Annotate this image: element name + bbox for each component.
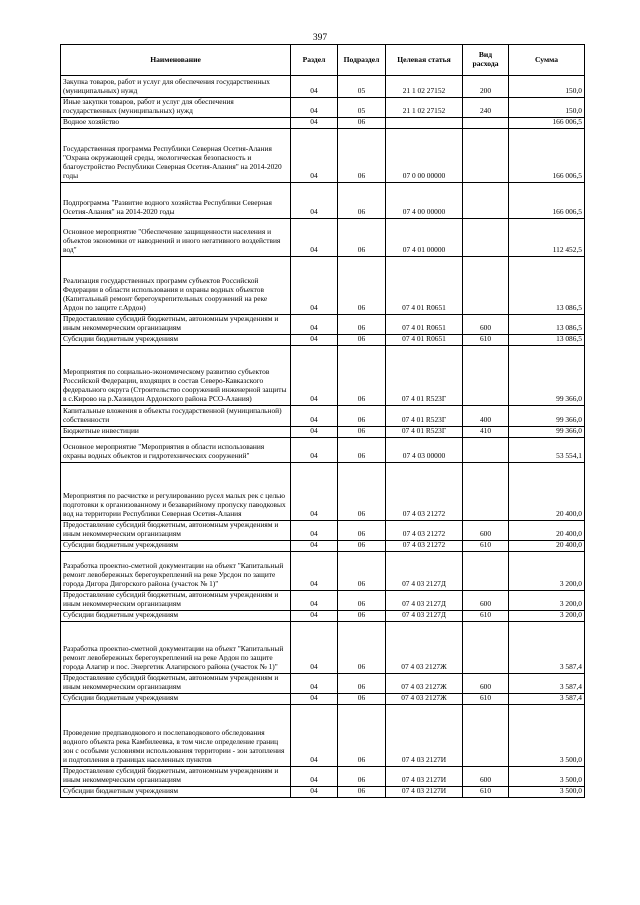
table-row <box>61 610 585 621</box>
row-expense-type: 200 <box>463 76 509 98</box>
row-section: 04 <box>291 426 338 437</box>
row-subsection: 05 <box>338 76 386 98</box>
row-target: 07 4 01 R0651 <box>386 256 463 314</box>
row-sum: 112 452,5 <box>509 218 585 256</box>
table-row <box>61 621 585 673</box>
row-name: Субсидии бюджетным учреждениям <box>61 693 291 704</box>
row-target: 21 1 02 27152 <box>386 98 463 118</box>
row-subsection: 06 <box>338 128 386 182</box>
row-expense-type: 600 <box>463 766 509 786</box>
row-sum: 150,0 <box>509 98 585 118</box>
header-section: Раздел <box>291 45 338 76</box>
row-name: Подпрограмма "Развитие водного хозяйства Республики Северная Осетия-Алания" на 2014-2020 годы <box>61 182 291 218</box>
header-sum: Сумма <box>509 45 585 76</box>
header-subsection: Подраздел <box>338 45 386 76</box>
row-sum: 53 554,1 <box>509 437 585 462</box>
row-sum: 20 400,0 <box>509 462 585 520</box>
row-expense-type <box>463 462 509 520</box>
row-target: 07 4 03 2127И <box>386 704 463 766</box>
row-sum: 3 200,0 <box>509 551 585 590</box>
row-subsection: 06 <box>338 621 386 673</box>
row-name: Бюджетные инвестиции <box>61 426 291 437</box>
header-expense-type: Вид расхода <box>463 45 509 76</box>
row-name: Предоставление субсидий бюджетным, автономным учреждениям и иным некоммерческим организациям <box>61 520 291 540</box>
row-name: Реализация государственных программ субъектов Российской Федерации в области использования и охраны водных объектов (Капитальный ремонт берегоукрепительных сооружений на реке Ардон по защите г.Ардон) <box>61 256 291 314</box>
row-subsection: 06 <box>338 462 386 520</box>
row-target: 07 0 00 00000 <box>386 128 463 182</box>
row-sum: 166 006,5 <box>509 128 585 182</box>
row-target: 07 4 03 2127Ж <box>386 673 463 693</box>
row-section: 04 <box>291 520 338 540</box>
row-name: Проведение предпаводкового и послепаводкового обследования водного объекта река Камбилеевка, в том числе определение границ зон с особыми условиями использования территории - зон затопления и подтопления в границах населенных пунктов <box>61 704 291 766</box>
row-expense-type: 600 <box>463 520 509 540</box>
row-expense-type: 610 <box>463 334 509 345</box>
row-sum: 99 366,0 <box>509 405 585 426</box>
row-expense-type: 410 <box>463 426 509 437</box>
row-sum: 13 086,5 <box>509 334 585 345</box>
row-section: 04 <box>291 117 338 128</box>
row-sum: 3 500,0 <box>509 786 585 797</box>
row-expense-type <box>463 621 509 673</box>
row-subsection: 06 <box>338 218 386 256</box>
row-subsection: 06 <box>338 117 386 128</box>
row-expense-type <box>463 128 509 182</box>
row-subsection: 05 <box>338 98 386 118</box>
row-sum: 99 366,0 <box>509 345 585 405</box>
row-subsection: 06 <box>338 704 386 766</box>
row-subsection: 06 <box>338 590 386 610</box>
row-target: 07 4 03 2127И <box>386 766 463 786</box>
row-name: Капитальные вложения в объекты государственной (муниципальной) собственности <box>61 405 291 426</box>
row-section: 04 <box>291 462 338 520</box>
table-row <box>61 520 585 540</box>
row-target: 07 4 03 21272 <box>386 540 463 551</box>
row-target: 07 4 03 21272 <box>386 462 463 520</box>
row-subsection: 06 <box>338 520 386 540</box>
table-row <box>61 540 585 551</box>
row-expense-type <box>463 704 509 766</box>
row-name: Мероприятия по социально-экономическому развитию субъектов Российской Федерации, входящих в состав Северо-Кавказского федерального округа (Строительство сооружений инженерной защиты в с.Кирово на р.Хазнидон Ардонского района РСО-Алания) <box>61 345 291 405</box>
table-row <box>61 345 585 405</box>
row-sum: 150,0 <box>509 76 585 98</box>
table-row <box>61 98 585 118</box>
table-row <box>61 76 585 98</box>
row-expense-type: 600 <box>463 314 509 334</box>
row-target: 07 4 03 00000 <box>386 437 463 462</box>
row-sum: 20 400,0 <box>509 540 585 551</box>
row-section: 04 <box>291 673 338 693</box>
row-subsection: 06 <box>338 345 386 405</box>
row-subsection: 06 <box>338 551 386 590</box>
row-section: 04 <box>291 540 338 551</box>
row-name: Предоставление субсидий бюджетным, автономным учреждениям и иным некоммерческим организациям <box>61 314 291 334</box>
row-name: Предоставление субсидий бюджетным, автономным учреждениям и иным некоммерческим организациям <box>61 766 291 786</box>
row-expense-type <box>463 345 509 405</box>
row-subsection: 06 <box>338 426 386 437</box>
row-section: 04 <box>291 98 338 118</box>
row-target: 21 1 02 27152 <box>386 76 463 98</box>
row-subsection: 06 <box>338 437 386 462</box>
table-row <box>61 766 585 786</box>
row-section: 04 <box>291 621 338 673</box>
row-expense-type <box>463 437 509 462</box>
row-target: 07 4 03 21272 <box>386 520 463 540</box>
row-section: 04 <box>291 218 338 256</box>
row-expense-type: 610 <box>463 540 509 551</box>
row-subsection: 06 <box>338 540 386 551</box>
row-subsection: 06 <box>338 693 386 704</box>
row-target: 07 4 01 R523Г <box>386 345 463 405</box>
row-target: 07 4 01 R0651 <box>386 314 463 334</box>
table-row <box>61 786 585 797</box>
row-expense-type: 610 <box>463 610 509 621</box>
row-sum: 3 200,0 <box>509 590 585 610</box>
row-target: 07 4 03 2127Д <box>386 590 463 610</box>
table-row <box>61 128 585 182</box>
row-target: 07 4 03 2127Д <box>386 551 463 590</box>
row-name: Мероприятия по расчистке и регулированию русел малых рек с целью подготовки к организованному и безаварийному пропуску паводковых вод на территории Республики Северная Осетия-Алания <box>61 462 291 520</box>
table-row <box>61 551 585 590</box>
row-name: Основное мероприятие "Обеспечение защищенности населения и объектов экономики от наводнений и иного негативного воздействия вод" <box>61 218 291 256</box>
row-target: 07 4 03 2127Ж <box>386 621 463 673</box>
row-section: 04 <box>291 590 338 610</box>
table-row <box>61 218 585 256</box>
row-target: 07 4 01 00000 <box>386 218 463 256</box>
row-name: Субсидии бюджетным учреждениям <box>61 540 291 551</box>
row-name: Субсидии бюджетным учреждениям <box>61 786 291 797</box>
header-name: Наименование <box>61 45 291 76</box>
row-target: 07 4 03 2127Д <box>386 610 463 621</box>
row-expense-type: 400 <box>463 405 509 426</box>
table-row <box>61 437 585 462</box>
row-expense-type: 240 <box>463 98 509 118</box>
row-target: 07 4 03 2127И <box>386 786 463 797</box>
row-section: 04 <box>291 610 338 621</box>
row-name: Государственная программа Республики Северная Осетия-Алания "Охрана окружающей среды, экологическая безопасность и благоустройство Республики Северная Осетия-Алания" на 2014-2020 годы <box>61 128 291 182</box>
row-target: 07 4 03 2127Ж <box>386 693 463 704</box>
row-expense-type <box>463 551 509 590</box>
row-section: 04 <box>291 437 338 462</box>
row-section: 04 <box>291 345 338 405</box>
table-row <box>61 704 585 766</box>
row-sum: 166 006,5 <box>509 182 585 218</box>
row-section: 04 <box>291 693 338 704</box>
row-subsection: 06 <box>338 673 386 693</box>
row-sum: 99 366,0 <box>509 426 585 437</box>
table-header-row <box>61 45 585 76</box>
row-subsection: 06 <box>338 334 386 345</box>
budget-table <box>60 44 585 798</box>
table-row <box>61 182 585 218</box>
row-section: 04 <box>291 128 338 182</box>
row-section: 04 <box>291 182 338 218</box>
table-row <box>61 590 585 610</box>
row-name: Основное мероприятие "Мероприятия в области использования охраны водных объектов и гидротехнических сооружений" <box>61 437 291 462</box>
row-sum: 3 587,4 <box>509 621 585 673</box>
row-section: 04 <box>291 334 338 345</box>
row-target: 07 4 01 R523Г <box>386 405 463 426</box>
row-subsection: 06 <box>338 405 386 426</box>
row-sum: 3 200,0 <box>509 610 585 621</box>
row-expense-type <box>463 182 509 218</box>
row-subsection: 06 <box>338 256 386 314</box>
row-expense-type: 600 <box>463 590 509 610</box>
row-subsection: 06 <box>338 314 386 334</box>
row-target: 07 4 00 00000 <box>386 182 463 218</box>
page-number: 397 <box>312 33 328 43</box>
row-subsection: 06 <box>338 766 386 786</box>
table-row <box>61 405 585 426</box>
row-expense-type: 600 <box>463 673 509 693</box>
row-expense-type: 610 <box>463 786 509 797</box>
table-row <box>61 334 585 345</box>
header-target: Целевая статья <box>386 45 463 76</box>
row-name: Предоставление субсидий бюджетным, автономным учреждениям и иным некоммерческим организациям <box>61 673 291 693</box>
row-section: 04 <box>291 704 338 766</box>
row-name: Разработка проектно-сметной документации на объект "Капитальный ремонт левобережных берегоукреплений на реке Урсдон по защите города Дигора Дигорского района (участок № 1)" <box>61 551 291 590</box>
row-sum: 3 587,4 <box>509 673 585 693</box>
row-sum: 3 500,0 <box>509 704 585 766</box>
table-row <box>61 462 585 520</box>
row-section: 04 <box>291 786 338 797</box>
row-name: Предоставление субсидий бюджетным, автономным учреждениям и иным некоммерческим организациям <box>61 590 291 610</box>
row-section: 04 <box>291 256 338 314</box>
table-row <box>61 314 585 334</box>
table-row <box>61 256 585 314</box>
row-section: 04 <box>291 76 338 98</box>
table-row <box>61 426 585 437</box>
table-row <box>61 693 585 704</box>
row-target: 07 4 01 R523Г <box>386 426 463 437</box>
row-name: Иные закупки товаров, работ и услуг для обеспечения государственных (муниципальных) нужд <box>61 98 291 118</box>
row-name: Закупка товаров, работ и услуг для обеспечения государственных (муниципальных) нужд <box>61 76 291 98</box>
row-subsection: 06 <box>338 610 386 621</box>
table-row <box>61 117 585 128</box>
row-sum: 166 006,5 <box>509 117 585 128</box>
row-name: Субсидии бюджетным учреждениям <box>61 610 291 621</box>
row-name: Разработка проектно-сметной документации на объект "Капитальный ремонт левобережных берегоукреплений на реке Ардон по защите города Алагир и пос. Энергетик Алагирского района (участок № 1)" <box>61 621 291 673</box>
row-sum: 3 500,0 <box>509 766 585 786</box>
row-section: 04 <box>291 551 338 590</box>
row-target <box>386 117 463 128</box>
row-sum: 20 400,0 <box>509 520 585 540</box>
row-expense-type <box>463 218 509 256</box>
row-name: Субсидии бюджетным учреждениям <box>61 334 291 345</box>
row-section: 04 <box>291 766 338 786</box>
row-sum: 3 587,4 <box>509 693 585 704</box>
row-subsection: 06 <box>338 786 386 797</box>
row-section: 04 <box>291 314 338 334</box>
row-expense-type <box>463 117 509 128</box>
row-subsection: 06 <box>338 182 386 218</box>
row-expense-type: 610 <box>463 693 509 704</box>
row-sum: 13 086,5 <box>509 256 585 314</box>
row-sum: 13 086,5 <box>509 314 585 334</box>
row-name: Водное хозяйство <box>61 117 291 128</box>
row-target: 07 4 01 R0651 <box>386 334 463 345</box>
row-section: 04 <box>291 405 338 426</box>
table-row <box>61 673 585 693</box>
row-expense-type <box>463 256 509 314</box>
